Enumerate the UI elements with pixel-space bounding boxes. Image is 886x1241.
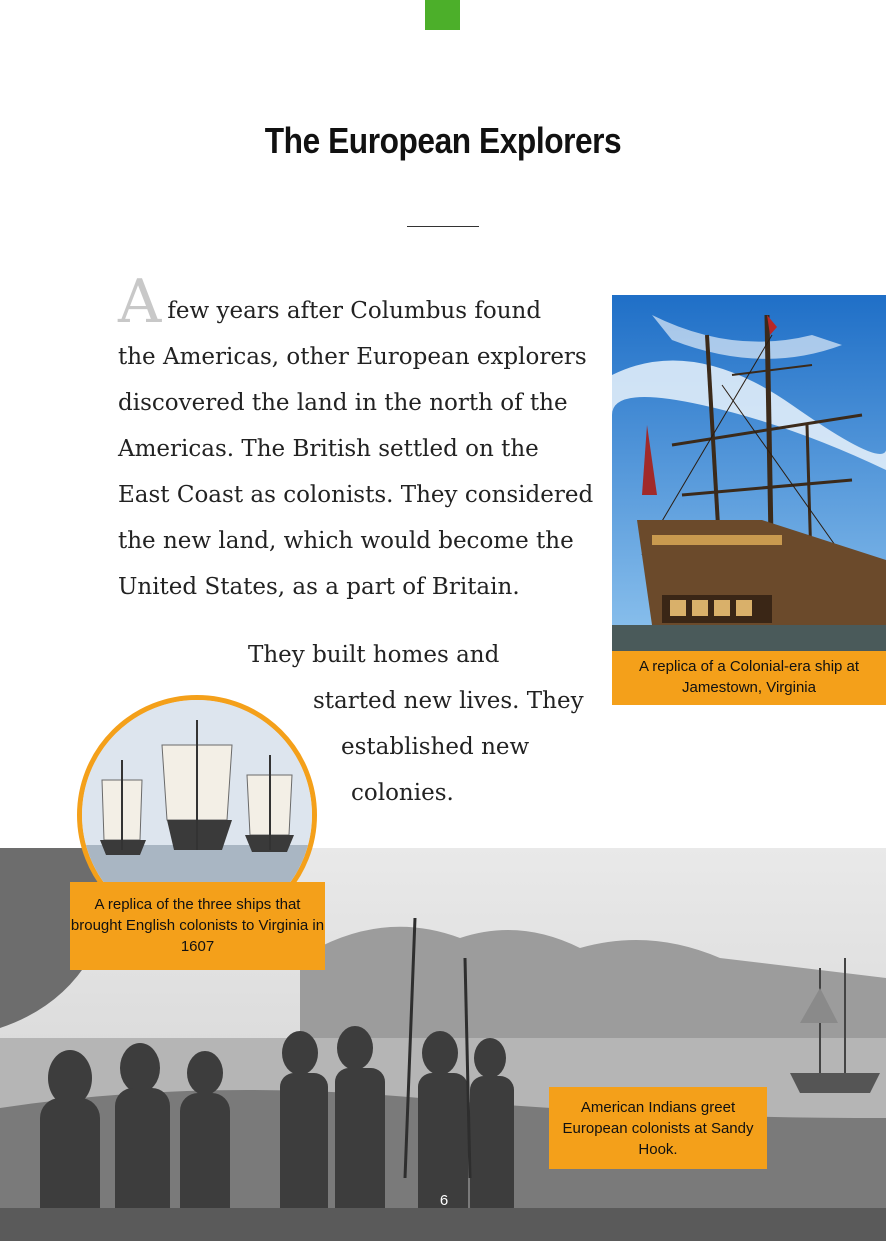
sandy-hook-caption: American Indians greet European colonists at Sandy Hook. bbox=[549, 1087, 767, 1169]
page-title: The European Explorers bbox=[264, 120, 622, 161]
paragraph-line: established new bbox=[341, 734, 530, 760]
colonial-ship-photo bbox=[612, 295, 886, 651]
paragraph-line: discovered the land in the north of the bbox=[118, 390, 568, 416]
paragraph-line: United States, as a part of Britain. bbox=[118, 574, 520, 600]
chapter-tab bbox=[425, 0, 460, 30]
page-number: 6 bbox=[439, 1192, 449, 1209]
paragraph-line: Americas. The British settled on the bbox=[118, 436, 539, 462]
ship-caption: A replica of a Colonial-era ship at Jamestown, Virginia bbox=[612, 651, 886, 705]
paragraph-line: colonies. bbox=[351, 780, 454, 806]
paragraph-line: the Americas, other European explorers bbox=[118, 344, 587, 370]
paragraph-line: Afew years after Columbus found bbox=[118, 267, 542, 337]
title-divider bbox=[407, 226, 479, 227]
intro-paragraph bbox=[118, 267, 598, 610]
paragraph-line: They built homes and bbox=[248, 642, 500, 668]
paragraph-line: started new lives. They bbox=[313, 688, 584, 714]
paragraph-line: the new land, which would become the bbox=[118, 528, 574, 554]
paragraph-line: East Coast as colonists. They considered bbox=[118, 482, 594, 508]
drop-cap: A bbox=[118, 267, 162, 337]
three-ships-caption: A replica of the three ships that brought English colonists to Virginia in 1607 bbox=[70, 882, 325, 970]
